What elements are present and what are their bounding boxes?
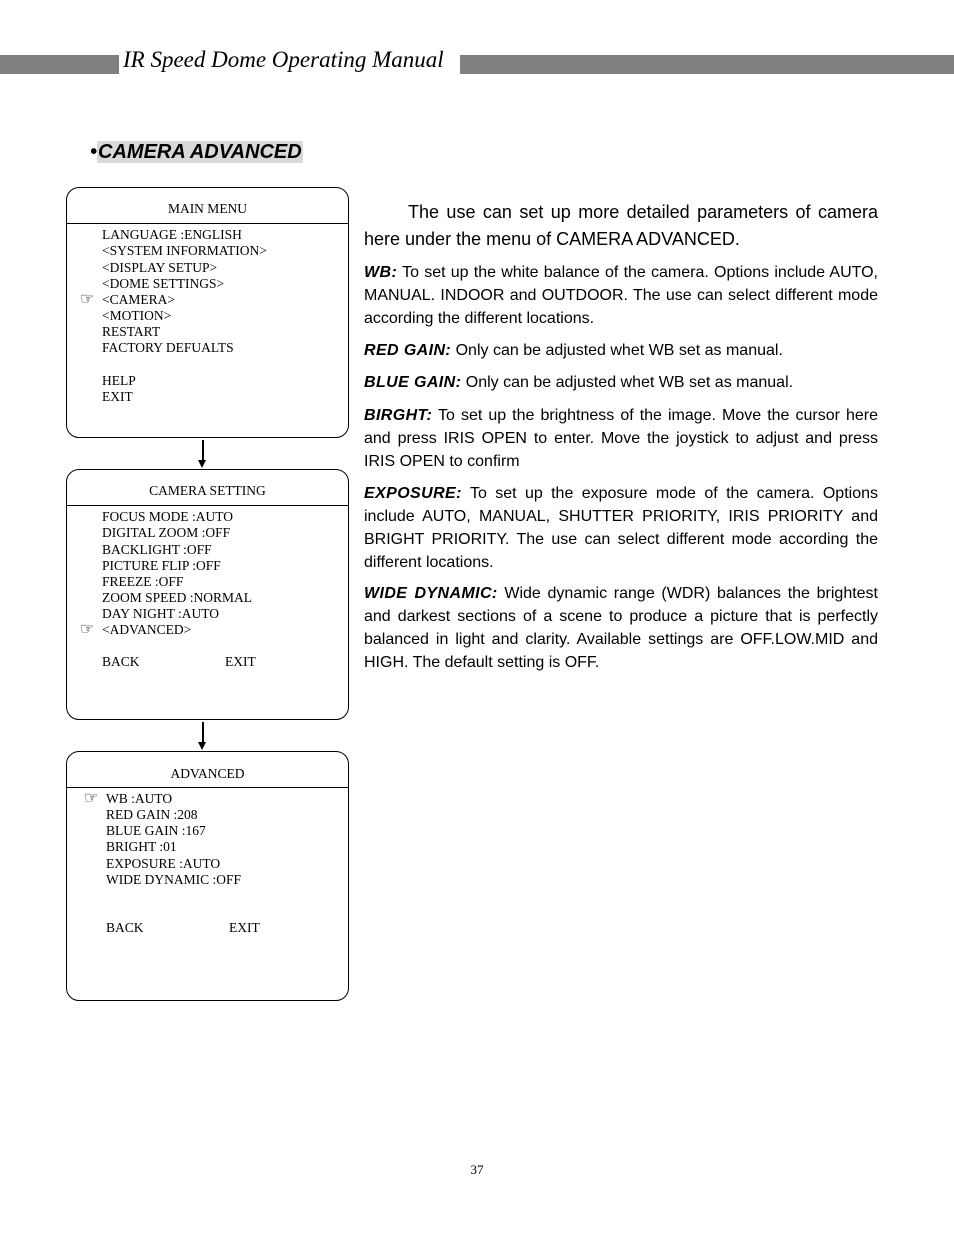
menu-item-day-night: DAY NIGHT :AUTO (102, 606, 220, 621)
menu-item-zoom-speed: ZOOM SPEED :NORMAL (102, 590, 253, 605)
section-heading (90, 141, 303, 164)
menu-item-freeze: FREEZE :OFF (102, 574, 184, 589)
menu-item-factory-defaults: FACTORY DEFUALTS (102, 340, 234, 355)
advanced-menu-box (66, 751, 349, 1001)
header-title: IR Speed Dome Operating Manual (123, 47, 444, 72)
main-menu-box (66, 187, 349, 438)
param-red-gain (364, 339, 878, 362)
menu-item-system-information: <SYSTEM INFORMATION> (102, 243, 267, 258)
menu-item-motion: <MOTION> (102, 308, 172, 323)
menu-item-bright: BRIGHT :01 (106, 839, 177, 854)
menu-item-exit: EXIT (229, 920, 260, 935)
menu-item-exit: EXIT (225, 654, 256, 669)
param-wide-dynamic (364, 582, 878, 674)
menu-item-restart: RESTART (102, 324, 161, 339)
menu-item-language: LANGUAGE :ENGLISH (102, 227, 242, 242)
flow-arrow (202, 722, 204, 742)
hand-pointer-icon: ☞ (80, 291, 95, 308)
param-exposure (364, 482, 878, 574)
param-term: BLUE GAIN: (364, 374, 462, 391)
param-term: WB: (364, 264, 398, 281)
menu-item-exposure: EXPOSURE :AUTO (106, 856, 221, 871)
menu-item-exit: EXIT (102, 389, 133, 404)
menu-item-wide-dynamic: WIDE DYNAMIC :OFF (106, 872, 241, 887)
header-bar-right (460, 55, 954, 74)
param-text: To set up the exposure mode of the camera. Options include AUTO, MANUAL, SHUTTER PRIORITY, IRIS PRIORITY and BRIGHT PRIORITY. The use can select different mode according the different locations. (364, 485, 879, 571)
param-term: EXPOSURE: (364, 485, 462, 502)
flow-arrow-head (198, 742, 206, 750)
flow-arrow-head (198, 460, 206, 468)
menu-item-back: BACK (102, 654, 140, 669)
menu-item-advanced: <ADVANCED> (102, 622, 192, 637)
menu-item-blue-gain: BLUE GAIN :167 (106, 823, 206, 838)
main-menu-title: MAIN MENU (67, 188, 348, 224)
param-text: Wide dynamic range (WDR) balances the brightest and darkest sections of a scene to produce a picture that is perfectly balanced in light and clarity. Available settings are OFF.LOW.MID and HIGH. The default setting is OFF. (364, 585, 878, 671)
param-text: Only can be adjusted whet WB set as manual. (455, 342, 783, 359)
menu-item-display-setup: <DISPLAY SETUP> (102, 260, 218, 275)
section-bullet: • (90, 141, 98, 163)
param-wb (364, 261, 878, 330)
menu-item-focus-mode: FOCUS MODE :AUTO (102, 509, 234, 524)
param-term: BIRGHT: (364, 407, 433, 424)
param-text: To set up the white balance of the camera. Options include AUTO, MANUAL. INDOOR and OUTDOOR. The use can select different mode according the different locations. (364, 264, 878, 327)
header-bar-left (0, 55, 119, 74)
param-blue-gain (364, 371, 878, 394)
section-heading-text: CAMERA ADVANCED (98, 141, 302, 163)
menu-item-red-gain: RED GAIN :208 (106, 807, 198, 822)
menu-item-wb: WB :AUTO (106, 791, 173, 806)
menu-item-dome-settings: <DOME SETTINGS> (102, 276, 225, 291)
hand-pointer-icon: ☞ (84, 790, 99, 807)
menu-item-help: HELP (102, 373, 136, 388)
param-term: RED GAIN: (364, 342, 452, 359)
intro-paragraph: The use can set up more detailed parameters of camera here under the menu of CAMERA ADVANCED. (364, 202, 878, 249)
param-bright (364, 404, 878, 473)
param-text: Only can be adjusted whet WB set as manual. (465, 374, 794, 391)
camera-menu-title: CAMERA SETTING (67, 470, 348, 506)
param-text: To set up the brightness of the image. Move the cursor here and press IRIS OPEN to enter. Move the joystick to adjust and press IRIS OPEN to confirm (364, 407, 879, 470)
page-number: 37 (470, 1162, 484, 1177)
param-term: WIDE DYNAMIC: (364, 585, 498, 602)
menu-item-camera: <CAMERA> (102, 292, 175, 307)
menu-item-backlight: BACKLIGHT :OFF (102, 542, 212, 557)
hand-pointer-icon: ☞ (80, 621, 95, 638)
menu-item-picture-flip: PICTURE FLIP :OFF (102, 558, 221, 573)
advanced-menu-title: ADVANCED (67, 752, 348, 788)
menu-item-back: BACK (106, 920, 144, 935)
menu-item-digital-zoom: DIGITAL ZOOM :OFF (102, 525, 231, 540)
flow-arrow (202, 440, 204, 460)
camera-setting-box (66, 469, 349, 720)
